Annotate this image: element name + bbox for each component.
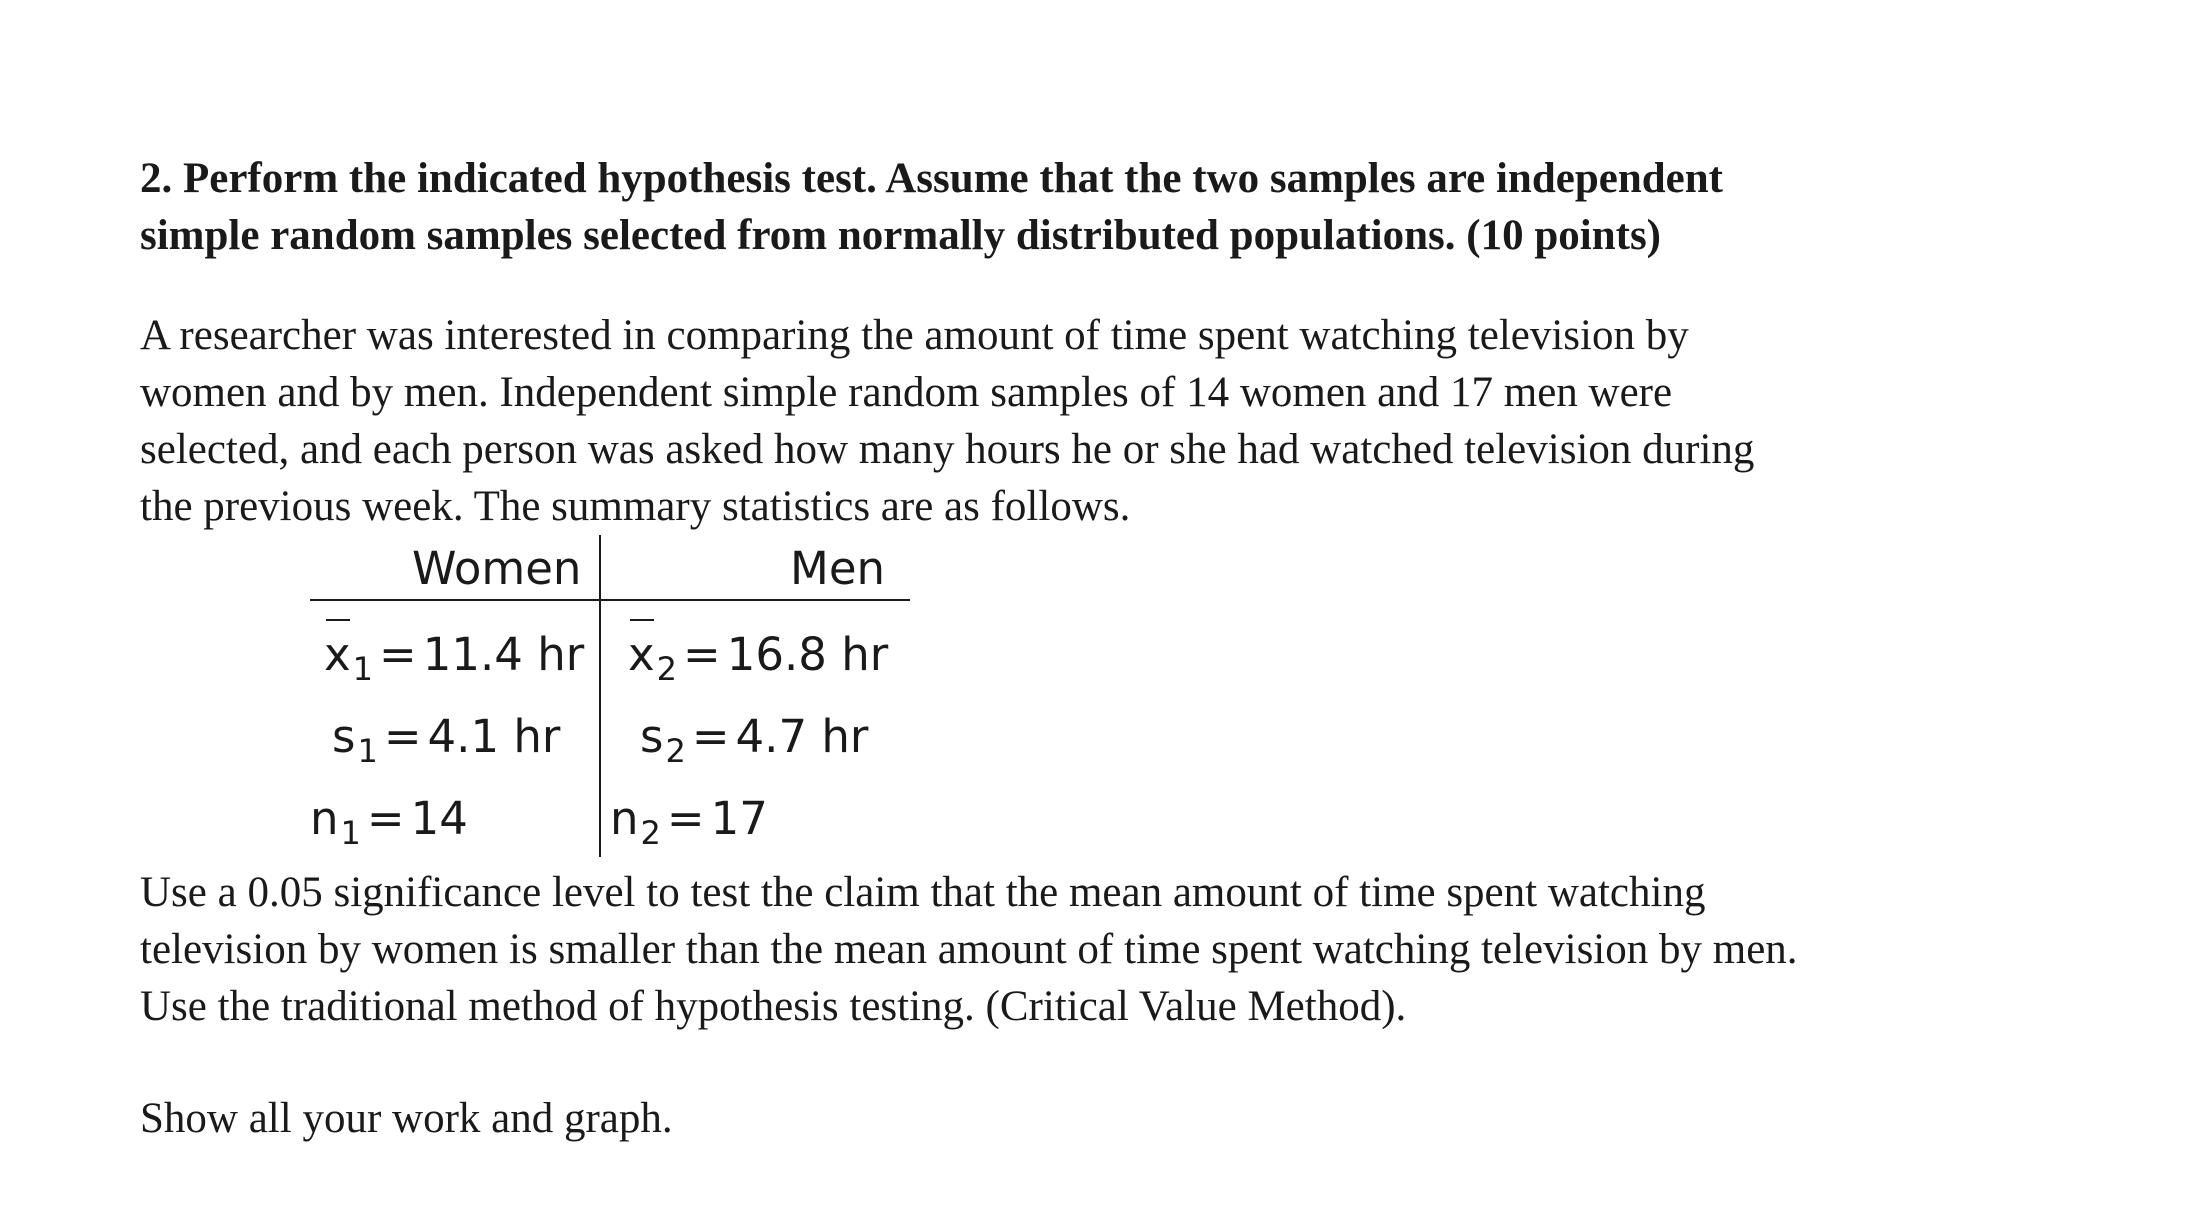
variable-symbol: s [640, 710, 664, 763]
variable-symbol: s [332, 710, 356, 763]
variable-subscript: 2 [665, 732, 686, 770]
stat-value: 4.7 hr [735, 710, 869, 763]
body-line-2: women and by men. Independent simple random samples of 14 women and 17 men were [140, 369, 1673, 416]
men-sample-size [610, 789, 768, 853]
summary-statistics-table [310, 535, 910, 865]
stat-value: 4.1 hr [427, 710, 561, 763]
test-instructions [140, 864, 2130, 1035]
instruction-line-3: Use the traditional method of hypothesis testing. (Critical Value Method). [140, 983, 1407, 1030]
women-sample-std-dev [332, 707, 560, 771]
stat-value: 14 [410, 792, 468, 845]
equals-sign: = [383, 710, 422, 763]
stat-value: 17 [710, 792, 768, 845]
stat-value: 16.8 hr [726, 628, 889, 681]
table-header-divider [310, 599, 910, 601]
body-line-3: selected, and each person was asked how many hours he or she had watched television during [140, 426, 1755, 473]
men-sample-std-dev [640, 707, 868, 771]
equals-sign: = [691, 710, 730, 763]
body-line-4: the previous week. The summary statistics are as follows. [140, 483, 1131, 530]
table-column-divider [599, 535, 601, 857]
header-women: Women [412, 542, 582, 595]
closing-instruction: Show all your work and graph. [140, 1095, 673, 1142]
variable-symbol: x [628, 625, 655, 685]
variable-symbol: x [324, 625, 351, 685]
heading-line-2: simple random samples selected from normally distributed populations. (10 points) [140, 212, 1661, 259]
women-sample-size [310, 789, 468, 853]
variable-subscript: 1 [340, 814, 361, 852]
equals-sign: = [666, 792, 705, 845]
men-sample-mean [628, 625, 888, 689]
variable-symbol: n [310, 792, 339, 845]
question-heading [140, 150, 2040, 264]
variable-subscript: 1 [357, 732, 378, 770]
equals-sign: = [379, 628, 417, 681]
variable-subscript: 2 [640, 814, 661, 852]
variable-subscript: 2 [656, 650, 677, 688]
problem-statement [140, 307, 2080, 535]
instruction-line-2: television by women is smaller than the mean amount of time spent watching television by men. [140, 926, 1798, 973]
heading-line-1: 2. Perform the indicated hypothesis test. Assume that the two samples are independent [140, 155, 1723, 202]
header-men: Men [790, 542, 886, 595]
equals-sign: = [366, 792, 405, 845]
variable-symbol: n [610, 792, 639, 845]
body-line-1: A researcher was interested in comparing the amount of time spent watching television by [140, 312, 1689, 359]
instruction-line-1: Use a 0.05 significance level to test the claim that the mean amount of time spent watching [140, 869, 1706, 916]
stat-value: 11.4 hr [422, 628, 585, 681]
variable-subscript: 1 [352, 650, 373, 688]
equals-sign: = [683, 628, 721, 681]
women-sample-mean [324, 625, 584, 689]
